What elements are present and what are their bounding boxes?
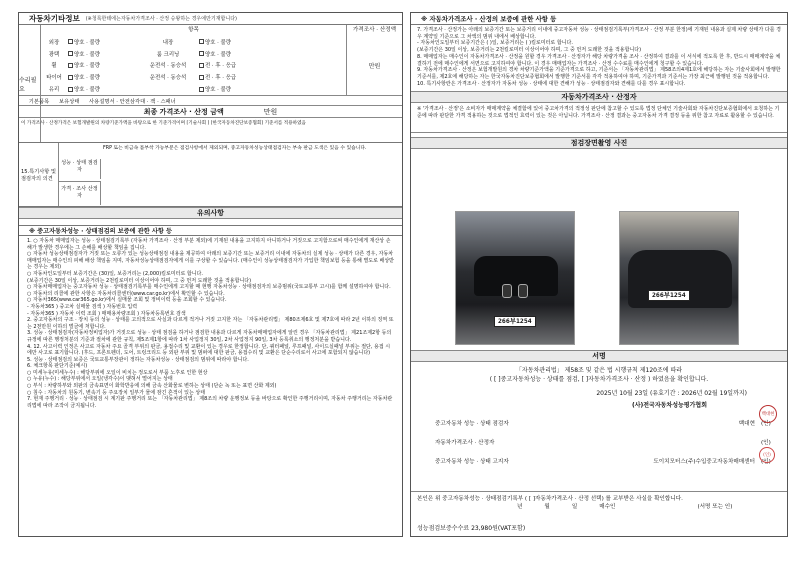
price-note: 8. 매매업자는 매수인이 자동차가격조사 · 산정을 원할 경우 가격조사 · 산정자가 해당 차량가격을 조사 · 산정하여 결과를 이 서식에 적도록 한 후, 반드시 매매계약을 체결하기 전에 매수인에게 서면으로 고지하여야 합니다. 이 경우 매매업자는 가격조사 · 산정 수수료를 매수인에게 청구할 수 있습니다.	[417, 53, 781, 67]
role-row	[435, 451, 777, 470]
left-column	[18, 12, 403, 537]
receive-line	[417, 503, 781, 511]
receive-month: 월	[544, 504, 550, 510]
item-options: 양호 · 불량	[74, 39, 100, 46]
rear-plate: 266부1254	[648, 290, 690, 301]
sign-org: (사)전국자동차성능평가협회	[631, 402, 707, 409]
check-box[interactable]	[199, 51, 204, 56]
special-section	[19, 143, 402, 207]
item-options-2: 양호 · 불량	[205, 87, 231, 94]
notice-list	[19, 236, 402, 409]
role-list	[435, 413, 777, 470]
final-price-label: 최종 가격조사 · 산정 금액	[143, 107, 224, 116]
item-options-2: 양호 · 불량	[205, 39, 231, 46]
price-note: - 자동차인도일부터 보증기간은 ( )일, 보증거리는 ( )킬로미터로 합니다.	[417, 40, 573, 47]
item-options-2: 양호 · 불량	[205, 51, 231, 58]
fee-text: 성능점검보증수수료 23,980원(VAT포함)	[417, 525, 526, 532]
item-options: 양호 · 불량	[74, 87, 100, 94]
check-box[interactable]	[199, 63, 204, 68]
front-grille	[502, 284, 512, 298]
price-title: ※ 자동차가격조사 · 산정의 보증에 관한 사항 등	[411, 13, 787, 25]
notice-title: ※ 중고자동차성능 · 상태점검의 보증에 관한 사항 등	[19, 225, 402, 236]
item-name-2: 내장	[162, 39, 174, 46]
check-box[interactable]	[68, 51, 73, 56]
item-row	[43, 60, 344, 72]
info-subtitle: (※청록한테에는자동차가격조사 · 산정 승왕하는 경우에만기재합니다)	[85, 16, 237, 22]
check-box[interactable]	[199, 87, 204, 92]
item-row	[43, 83, 344, 95]
item-options-2: 전 · 후 · 응급	[205, 75, 237, 82]
check-box[interactable]	[68, 87, 73, 92]
sign-dates: 2025년 10월 23일 (유효기간 : 2026년 02월 19일까지)	[596, 390, 747, 397]
notice-item: 2. 중고자동차의 구조 · 장치 등의 성능 · 상태를 고의적으로 사실과 다르게 적거나 거짓 고지한 자는 「자동차관리법」 제80조제6호 및 제7호에 따라 2년 이하의 징역 또는 2천만원 이하의 벌금에 처합니다.	[27, 317, 394, 330]
item-options: 양호 · 불량	[74, 75, 100, 82]
item-row	[43, 36, 344, 48]
notice-item: ○ 자동차인도일부터 보증기간은 (30)일, 보증거리는 (2,000)킬로미터로 합니다.	[27, 270, 203, 277]
won-unit: 만원	[346, 35, 402, 95]
notice-item: 4. 12. 사고이력 인정은 사고로 자동차 주요 골격 부위의 판금, 용접수리 및 교환이 있는 경우로 한정합니다. 단, 쿼터패널, 루프패널, 사이드실패널 부위는 절단, 용접 시에만 사고로 표기합니다. (후드, 프론트펜더, 도어, 트렁크리드 등 외판 부위 및 범퍼에 대한 판금, 용접수리 및 교환은 단순수리로서 사고에 포함되지 않습니다)	[27, 343, 391, 357]
role-label: 자동차가격조사 · 산정자	[435, 439, 495, 446]
role-row	[435, 413, 777, 432]
base-options: 사용설명서 · 안전삼각대 · 잭 · 스패너	[89, 98, 176, 105]
notice-item: - 자동차365 ) 중고차 실매물 검색 ) 자동번호 입력	[27, 303, 138, 310]
role-seal: (인)	[761, 420, 771, 427]
right-column	[410, 12, 788, 537]
check-box[interactable]	[68, 75, 73, 80]
item-name: 타이어	[46, 75, 62, 82]
sign-text-2: ( [ ]중고자동차성능 · 상태를 점검, [ ]자동차가격조사 · 산정 ) 하였음을 확인합니다.	[489, 376, 709, 383]
special-label: 15.특기사항 및 점검자의 의견	[19, 143, 59, 206]
front-car-body	[474, 256, 558, 296]
receive-sign: (서명 또는 인)	[697, 504, 733, 510]
item-options-2: 전 · 후 · 응급	[205, 63, 237, 70]
sign-title: 서명	[411, 350, 787, 362]
item-name: 외장	[48, 39, 60, 46]
info-header	[19, 13, 402, 25]
item-name-2: 운전석 · 동승석	[149, 63, 187, 70]
special-inspector: 성능 · 상태 점검자	[59, 159, 101, 179]
info-table	[19, 25, 402, 143]
sign-block	[411, 366, 787, 410]
price-note: 10. 특기사항란은 가격조사 · 산정자가 자동차 성능 · 상태에 대한 견해가 성능 · 상태점검자와 견해를 다를 경우 표시합니다.	[417, 80, 686, 87]
notice-item: ○ 침수 : 자동차의 원동기, 변속기 등 주요장치 일부가 물에 잠긴 흔적이 있는 상태	[27, 389, 206, 396]
check-box[interactable]	[68, 39, 73, 44]
item-row	[43, 71, 344, 83]
dealer-stamp: (인)	[759, 447, 775, 463]
special-appraiser: 가격 · 조사 산정자	[59, 181, 101, 205]
notice-item: ○ 자동차의 리콜에 관한 사항은 자동차리콜센터(www.car.go.kr)에서 확인할 수 있습니다.	[27, 290, 225, 297]
final-price-row	[19, 105, 402, 117]
cert-note: ※ '가격조사 · 산정'은 소비자가 매매계약을 체결함에 있어 중고차가격의 적정성 판단에 참고할 수 있도록 법정 단체인 기술사회와 자동차진단보증협회에서 요청하는 기준에 따라 판단한 가격 적용하는 것으로 법적인 효력이 있는 것은 아닙니다. 가격조사 · 산정 결과는 중고자동차 가격 결정 등을 위한 참고 자료로 활용할 수 있습니다.	[411, 103, 787, 133]
frp-note: FRP 또는 비금속 틀부착 가능부분은 점검사항에서 제외되며, 중고자동차성능상태점검자는 부속 판금 도색은 있음 수 있습니다.	[103, 146, 367, 151]
notice-item: 7. 현재 주행거리 · 성능 · 상태점검 시 계기판 주행거리 또는 「자동차관리법」 제8조의 차량 운행정보 등을 바탕으로 확인한 주행거리이며, 자동차 주행거리는 자동차관리법에 따라 조작이 금지됩니다.	[27, 396, 393, 409]
sign-text-1: 「자동차관리법」 제58조 및 같은 법 시행규칙 제120조에 따라	[515, 367, 683, 374]
info-title: 자동차기타정보	[29, 14, 80, 23]
final-note: 이 가격조사 · 산정가격은 보험개발원의 차량기준가액을 바탕으로 한 기준가격이며 [기술사회 ] [한국자동차진단보증협회] 기준서를 적용하였음	[19, 117, 402, 127]
role-label: 중고자동차 성능 · 상태 점검자	[435, 420, 509, 427]
check-box[interactable]	[199, 39, 204, 44]
item-row	[43, 48, 344, 60]
notice-item: ○ 자동차 성능상태점검자가 거짓 또는 오류가 있는 성능상태점검 내용을 제공하여 아래의 보증기간 또는 보증거리 이내에 자동차의 실제 성능 · 상태가 다른 경우, 자동차매매업자는 매수인의 피해 배상 책임을 지며, 자동차성능상태점검자에게 이를 구상할 수 있습니다. (매수인이 성능상태점검자가 가입한 책임보험 등을 통해 별도로 배상받는 경우는 제외)	[27, 251, 395, 271]
notice-item: ○ 자동차매매업자는 중고자동차 성능 · 상태점검기록부를 매수인에게 고지할 때 현행 자동차성능 · 상태점검자의 보증범위(국토교통부 고시)를 함께 설명하여야 합니다.	[27, 284, 391, 291]
role-name: 도이치모터스(주)수입중고자동차매매센터	[653, 458, 755, 465]
item-name-2: 운전석 · 동승석	[149, 75, 187, 82]
notice-item: 1. ○ 자동차 매매업자는 성능 · 상태점검기록부 (자동차 가격조사 · 산정 부분 제외)에 기재된 내용을 고지하지 아니하거나 거짓으로 고지함으로써 매수인에게 재산상 손해가 발생한 경우에는 그 손해를 배상할 책임을 집니다.	[27, 238, 391, 251]
final-price-unit: 만원	[263, 107, 278, 116]
notice-item: 6. 체크항목 판단기준(예시)	[27, 363, 88, 370]
notice-item: 5. 성능 · 상태점검의 보증은 국토교통부장관이 정하는 자동차성능 · 상태점검의 범위에 따라야 합니다.	[27, 356, 249, 363]
notice-item: - 자동차365 ) 자동차 이력 조회 ) 매매용차량조회 ) 자동차등록번호 검색	[27, 310, 186, 317]
receive-buyer: 매수인	[599, 504, 616, 510]
col-item: 항목	[188, 27, 199, 33]
front-photo	[455, 211, 575, 345]
caution-title: 유의사항	[19, 207, 402, 219]
front-grille-right	[518, 284, 528, 298]
role-seal: (인)	[761, 458, 771, 465]
base-row	[19, 95, 402, 105]
receive-day: 일	[571, 504, 578, 510]
base-value: 보유상태	[59, 98, 80, 105]
front-plate: 266부1254	[494, 316, 536, 327]
item-options: 양호 · 불량	[74, 63, 100, 70]
item-name: 유리	[48, 87, 60, 94]
receive-block	[411, 491, 787, 514]
receive-year: 년	[517, 504, 523, 510]
price-note: 9. 자동차가격조사 · 산정은 보험개발원의 경차 차량기준가액을 기준가격으로 하고, 기준서는 「자동차관리법」 제58조의4제1호에 해당하는 자는 기술사회에서 발행한 기준서를, 제2호에 해당하는 자는 한국자동차진단보증협회에서 발행한 기준서를 각각 적용하여야 하며, 기준가격과 기준서는 가장 최근에 발행된 것을 적용합니다.	[417, 67, 781, 80]
items-list	[43, 36, 344, 95]
cert-title: 자동차가격조사 · 산정자	[411, 91, 787, 103]
rear-photo	[619, 211, 739, 345]
price-note: (보증기간은 30일 이상, 보증거리는 2천킬로미터 이상이어야 하며, 그 중 먼저 도래한 것을 적용합니다)	[417, 47, 642, 54]
price-notes	[411, 25, 787, 89]
notice-item: ○ 부식 : 차량하부와 외판의 금속표면이 화학반응에 의해 금속 산화물로 변하는 상태 (단순 녹 또는 표면 산화 제외)	[27, 383, 277, 390]
check-box[interactable]	[199, 75, 204, 80]
notice-item: (보증기간은 30일 이상, 보증거리는 2천킬로미터 이상이어야 하며, 그 중 먼저 도래한 것을 적용합니다)	[27, 277, 252, 284]
role-label: 중고자동차 성능 · 상태 고지자	[435, 458, 509, 465]
receive-text: 본인은 위 중고자동차성능 · 상태점검기록부 ( [ ]자동차가격조사 · 산정 선택) 를 교부받은 사실을 확인합니다.	[417, 496, 683, 502]
item-name: 광택	[48, 51, 60, 58]
notice-item: ○ 누유(누수) : 해당부위에서 오일(냉각수)이 맺혀서 떨어지는 상태	[27, 376, 173, 383]
notice-item: 3. 성능 · 상태점검자(자동차정비업자)가 거짓으로 성능 · 상태 점검을 하거나 점검한 내용과 다르게 자동차매매업자에게 알린 경우 「자동차관리법」 제21조제2항 등의 규정에 따른 행정처분의 기준과 절차에 관한 규칙, 제5조제1항에 따라 1차 사업정지 30일, 2차 사업정지 90일, 3차 등록취소의 행정처분을 받습니다.	[27, 330, 392, 343]
role-name: 백대현	[738, 420, 755, 427]
notice-item: ○ 자동차365(www.car365.go.kr)에서 실매물 조회 및 정비이력 등을 조회할 수 있습니다.	[27, 297, 227, 304]
repair-label: 수리필요	[19, 25, 41, 142]
check-box[interactable]	[68, 63, 73, 68]
notice-item: ○ 미세누유(미세누수) : 해당부위에 오일이 비치는 정도로서 부품 노후로 인한 현상	[27, 369, 208, 376]
item-name: 휠	[51, 63, 57, 70]
item-options: 양호 · 불량	[74, 51, 100, 58]
base-label: 기본품목	[28, 98, 50, 105]
role-seal: (인)	[761, 439, 771, 446]
item-name-2: 룸 크리닝	[156, 51, 180, 58]
inspector-stamp: 백대현	[759, 405, 777, 423]
col-price: 가격조사 · 산정액	[346, 25, 402, 35]
photos-title: 점검장면촬영 사진	[411, 137, 787, 149]
role-row	[435, 432, 777, 451]
price-note: 7. 가격조사 · 산정가는 아래의 보증기간 또는 보증거리 이내에 중고자동차 성능 · 상태점검기록부(가격조사 · 산정 부분 한정)에 기재된 내용과 실제 차량 상태가 다를 경우 계약일 기준으로 그 차액의 범위 내에서 배상합니다.	[417, 27, 781, 40]
